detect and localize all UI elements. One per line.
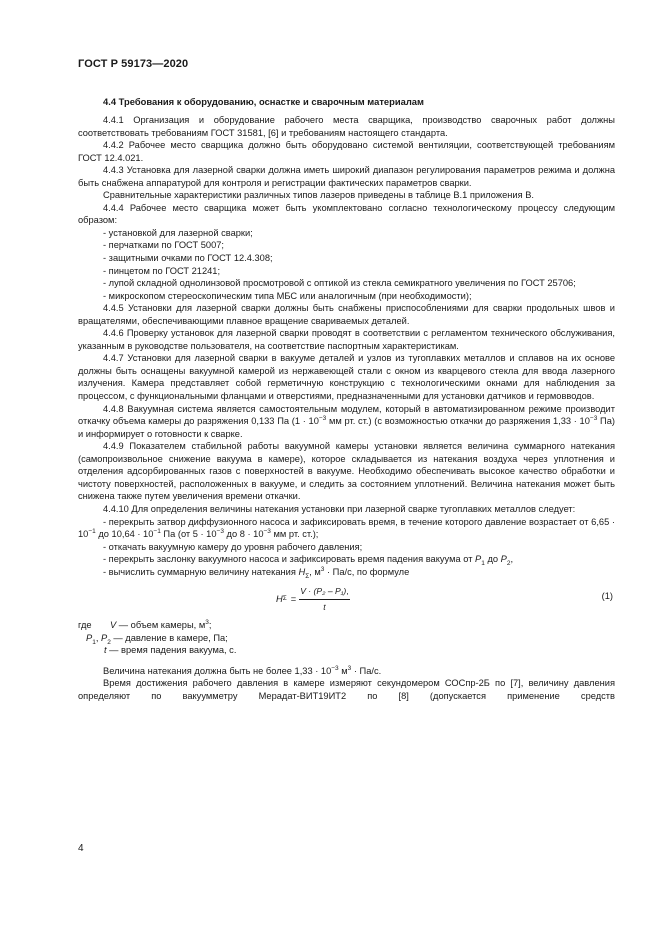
document-body — [78, 114, 615, 703]
where-t: t — время падения вакуума, с. — [104, 645, 237, 656]
list-item-microscope: - микроскопом стереоскопическим типа МБС или аналогичным (при необходимости); — [103, 290, 472, 301]
paragraph-4-4-4: 4.4.4 Рабочее место сварщика может быть укомплектовано согласно технологическому процессу следующим образом: — [78, 202, 615, 226]
list-item: - перчатками по ГОСТ 5007; — [103, 240, 224, 251]
paragraph-4-4-3: 4.4.3 Установка для лазерной сварки должна иметь широкий диапазон регулирования параметров режима и должна быть снабжена аппаратурой для контроля и регистрации фактических параметров сварки. — [78, 165, 615, 188]
formula-1 — [78, 583, 615, 613]
where-v: где V — объем камеры, $м^3$; — [78, 619, 212, 631]
paragraph-4-4-7: 4.4.7 Установки для лазерной сварки в вакууме деталей и узлов из тугоплавких металлов и сплавов на их основе должны быть оснащены вакуумной камерой из нержавеющей стали с окном из кварцевого стекла для ввода лазерного излучения. Камера представляет собой герметичную конструкцию с технологическими окнами для наблюдения за процессом, с функциональными фланцами и отверстиями, предназначенными для установки датчиков и гермовводов. — [78, 353, 615, 402]
paragraph-4-4-9: 4.4.9 Показателем стабильной работы вакуумной камеры установки является величина суммарного натекания (самопроизвольное снижение вакуума в камере), которое складывается из натекания воздуха через уплотнения и отделения адсорбированных газов с поверхностей в вакууме. Необходимо обеспечивать высокое качество обработки и чистоту поверхностей, расположенных в вакууме, и следить за состоянием уплотнений. Величина натекания может быть снижена также путем увеличения времени откачки. — [78, 441, 615, 502]
list-item-magnifier: - лупой складной однолинзовой просмотровой с оптикой из стекла семикратного увеличения по ГОСТ 25706; — [103, 278, 576, 289]
list-item-pump-down: - откачать вакуумную камеру до уровня рабочего давления; — [103, 541, 363, 552]
formula-fraction — [299, 585, 350, 613]
list-item-compute-leak: - вычислить суммарную величину натекания $H_\Sigma$, $м^3 \cdot Па/с$, по формуле — [103, 565, 410, 580]
paragraph-4-4-6: 4.4.6 Проверку установок для лазерной сварки проводят в соответствии с регламентом технического обслуживания, указанным в руководстве пользователя, на соответствие паспортным характеристикам. — [78, 328, 615, 351]
paragraph-laser-types: Сравнительные характеристики различных типов лазеров приведены в таблице В.1 приложения В. — [103, 190, 534, 201]
page-number: 4 — [78, 843, 84, 854]
list-item-close-damper: - перекрыть заслонку вакуумного насоса и зафиксировать время падения вакуума от $P_1$ до $P_2$, — [103, 554, 514, 567]
paragraph-4-4-10: 4.4.10 Для определения величины натекания установки при лазерной сварке тугоплавких металлов следует: — [103, 503, 576, 514]
where-p: $P_1$, $P_2$ — давление в камере, Па; — [86, 632, 228, 646]
paragraph-measurement: Время достижения рабочего давления в камере измеряют секундомером СОСпр-2Б по [7], величину давления определяют по вакуумметру Мерадат-ВИТ19ИТ2 по [8] (допускается применение средств — [78, 678, 615, 701]
paragraph-4-4-8: 4.4.8 Вакуумная система является самостоятельным модулем, который в автоматизированном режиме производит откачку объема камеры до разряжения 0,133 Па ($1 \cdot 10^{-3}$ мм рт. ст.) (с возможностью откачки до разряжения $1,33 \cdot 10^{-3}$ Па) и информирует о готовности к сварке. — [78, 403, 615, 439]
paragraph-4-4-1: 4.4.1 Организация и оборудование рабочего места сварщика, производство сварочных работ должны соответствовать требованиям ГОСТ 31581, [6] и требованиям настоящего стандарта. — [78, 115, 615, 138]
formula-equals: = — [290, 594, 297, 604]
formula-lhs: H — [276, 594, 283, 604]
formula-numerator: V · (P₂ – P₁), — [299, 585, 350, 600]
paragraph-4-4-2: 4.4.2 Рабочее место сварщика должно быть оборудовано системой вентиляции, соответствующей требованиям ГОСТ 12.4.021. — [78, 140, 615, 163]
formula-number: (1) — [601, 591, 613, 602]
list-item-close-valve: - перекрыть затвор диффузионного насоса и зафиксировать время, в течение которого давление возрастает от $6,65 \cdot 10^{-1}$ до $10,64 \cdot 10^{-1}$ Па (от $5 \cdot 10^{-3}$ до $8 \cdot 10^{-3}$ мм рт. ст.); — [78, 516, 615, 540]
list-item: - пинцетом по ГОСТ 21241; — [103, 265, 221, 276]
formula-expression: H Σ = $\frac{\text{V · (P₂ – P₁),}}{t}$ — [276, 586, 349, 612]
paragraph-4-4-5: 4.4.5 Установки для лазерной сварки должны быть снабжены приспособлениями для сварки продольных швов и вращателями, обеспечивающими плавное вращение свариваемых деталей. — [78, 303, 615, 326]
list-item: - установкой для лазерной сварки; — [103, 227, 253, 238]
document-header: ГОСТ Р 59173—2020 — [78, 58, 189, 70]
paragraph-leak-limit: Величина натекания должна быть не более $1,33 \cdot 10^{-3}$ $м^3 \cdot Па/с$. — [103, 664, 382, 676]
formula-denominator: t — [323, 601, 326, 612]
list-item: - защитными очками по ГОСТ 12.4.308; — [103, 253, 273, 264]
section-title: 4.4 Требования к оборудованию, оснастке и сварочным материалам — [103, 96, 424, 107]
